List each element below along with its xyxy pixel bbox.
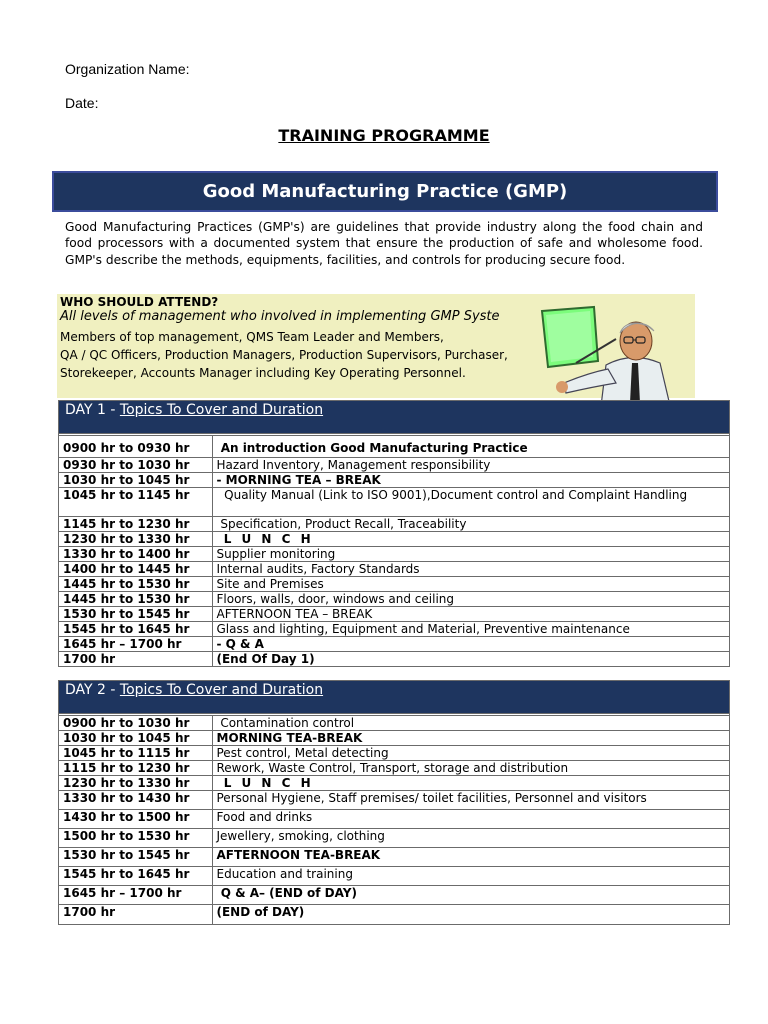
attend-line: All levels of management who involved in implementing GMP Syste [60, 309, 500, 324]
time-slot: 1545 hr to 1645 hr [59, 621, 212, 636]
schedule-row [59, 651, 729, 666]
time-slot: 1230 hr to 1330 hr [59, 776, 212, 791]
schedule-row [59, 561, 729, 576]
topic-cell: Glass and lighting, Equipment and Material, Preventive maintenance [212, 621, 729, 636]
topic-cell: Rework, Waste Control, Transport, storage and distribution [212, 761, 729, 776]
intro-paragraph: Good Manufacturing Practices (GMP's) are guidelines that provide industry along the food chain and food processors with a documented system that ensure the production of safe and wholesome food. GMP's describe the methods, equipments, facilities, and controls for producing secure food. [65, 220, 703, 267]
time-slot: 1230 hr to 1330 hr [59, 531, 212, 546]
schedule-row [59, 731, 729, 746]
time-slot: 0900 hr to 1030 hr [59, 716, 212, 731]
schedule-row [59, 531, 729, 546]
document-title: TRAINING PROGRAMME [278, 126, 490, 145]
schedule-row [59, 761, 729, 776]
time-slot: 1545 hr to 1645 hr [59, 867, 212, 886]
topic-cell: Hazard Inventory, Management responsibility [212, 457, 729, 472]
topic-cell: Jewellery, smoking, clothing [212, 829, 729, 848]
day2-topics-link[interactable]: Topics To Cover and Duration [119, 682, 324, 698]
time-slot: 1530 hr to 1545 hr [59, 848, 212, 867]
time-slot: 1430 hr to 1500 hr [59, 810, 212, 829]
schedule-row [59, 829, 729, 848]
topic-cell: Quality Manual (Link to ISO 9001),Document control and Complaint Handling [212, 487, 729, 516]
schedule-row [59, 621, 729, 636]
time-slot: 1445 hr to 1530 hr [59, 576, 212, 591]
schedule-row [59, 591, 729, 606]
day2-prefix: DAY 2 - [65, 682, 120, 698]
time-slot: 1645 hr – 1700 hr [59, 886, 212, 905]
time-slot: 1445 hr to 1530 hr [59, 591, 212, 606]
day1-schedule [58, 400, 730, 667]
schedule-row [59, 457, 729, 472]
time-slot: 1045 hr to 1115 hr [59, 746, 212, 761]
attend-line: Members of top management, QMS Team Leader and Members, [60, 330, 444, 344]
topic-cell: Internal audits, Factory Standards [212, 561, 729, 576]
time-slot: 1330 hr to 1400 hr [59, 546, 212, 561]
schedule-row [59, 867, 729, 886]
time-slot: 1115 hr to 1230 hr [59, 761, 212, 776]
time-slot: 1030 hr to 1045 hr [59, 472, 212, 487]
schedule-row [59, 716, 729, 731]
topic-cell: (End Of Day 1) [216, 651, 315, 666]
course-title-banner: Good Manufacturing Practice (GMP) [52, 171, 718, 212]
topic-cell: L U N C H [212, 776, 729, 791]
time-slot: 1500 hr to 1530 hr [59, 829, 212, 848]
schedule-row [59, 886, 729, 905]
time-slot: 1030 hr to 1045 hr [59, 731, 212, 746]
topic-cell: L U N C H [212, 531, 729, 546]
topic-cell: Food and drinks [212, 810, 729, 829]
day2-table [59, 716, 729, 924]
topic-cell: Site and Premises [212, 576, 729, 591]
topic-cell: MORNING TEA-BREAK [212, 731, 729, 746]
time-slot: 1145 hr to 1230 hr [59, 516, 212, 531]
topic-cell: Personal Hygiene, Staff premises/ toilet facilities, Personnel and visitors [212, 791, 729, 810]
schedule-row [59, 546, 729, 561]
time-slot: 0900 hr to 0930 hr [59, 436, 212, 457]
schedule-row [59, 636, 729, 651]
day2-schedule [58, 680, 730, 925]
topic-cell: AFTERNOON TEA-BREAK [212, 848, 729, 867]
topic-cell: Q & A– (END of DAY) [212, 886, 729, 905]
time-slot: 1700 hr [59, 905, 212, 924]
schedule-row [59, 516, 729, 531]
time-slot: 1330 hr to 1430 hr [59, 791, 212, 810]
schedule-row [59, 606, 729, 621]
schedule-row [59, 436, 729, 457]
day1-table [59, 436, 729, 666]
organization-name-label: Organization Name: [65, 61, 190, 77]
topic-cell: Supplier monitoring [212, 546, 729, 561]
topic-cell: - Q & A [212, 636, 729, 651]
time-slot: 1400 hr to 1445 hr [59, 561, 212, 576]
attend-line: QA / QC Officers, Production Managers, Production Supervisors, Purchaser, [60, 348, 508, 362]
time-slot: 1700 hr [59, 651, 212, 666]
topic-cell: AFTERNOON TEA – BREAK [212, 606, 729, 621]
time-slot: 1530 hr to 1545 hr [59, 606, 212, 621]
attend-line: Storekeeper, Accounts Manager including Key Operating Personnel. [60, 366, 466, 380]
topic-cell: Specification, Product Recall, Traceability [212, 516, 729, 531]
schedule-row [59, 791, 729, 810]
topic-cell: Contamination control [212, 716, 729, 731]
topic-cell: - MORNING TEA – BREAK [212, 472, 729, 487]
day1-header [59, 401, 729, 434]
time-slot: 1045 hr to 1145 hr [59, 487, 212, 516]
attend-heading: WHO SHOULD ATTEND? [60, 295, 219, 309]
topic-cell: Education and training [212, 867, 729, 886]
schedule-row [59, 776, 729, 791]
schedule-row [59, 746, 729, 761]
day1-prefix: DAY 1 - [65, 402, 120, 418]
topic-cell: Floors, walls, door, windows and ceiling [212, 591, 729, 606]
topic-cell: (END of DAY) [216, 905, 305, 919]
schedule-row [59, 848, 729, 867]
time-slot: 1645 hr – 1700 hr [59, 636, 212, 651]
time-slot: 0930 hr to 1030 hr [59, 457, 212, 472]
topic-cell: An introduction Good Manufacturing Practice [212, 436, 729, 457]
schedule-row [59, 810, 729, 829]
schedule-row [59, 576, 729, 591]
schedule-row [59, 472, 729, 487]
date-label: Date: [65, 95, 99, 111]
day1-topics-link[interactable]: Topics To Cover and Duration [119, 402, 324, 418]
schedule-row [59, 487, 729, 516]
schedule-row [59, 905, 729, 924]
day2-header [59, 681, 729, 714]
topic-cell: Pest control, Metal detecting [212, 746, 729, 761]
